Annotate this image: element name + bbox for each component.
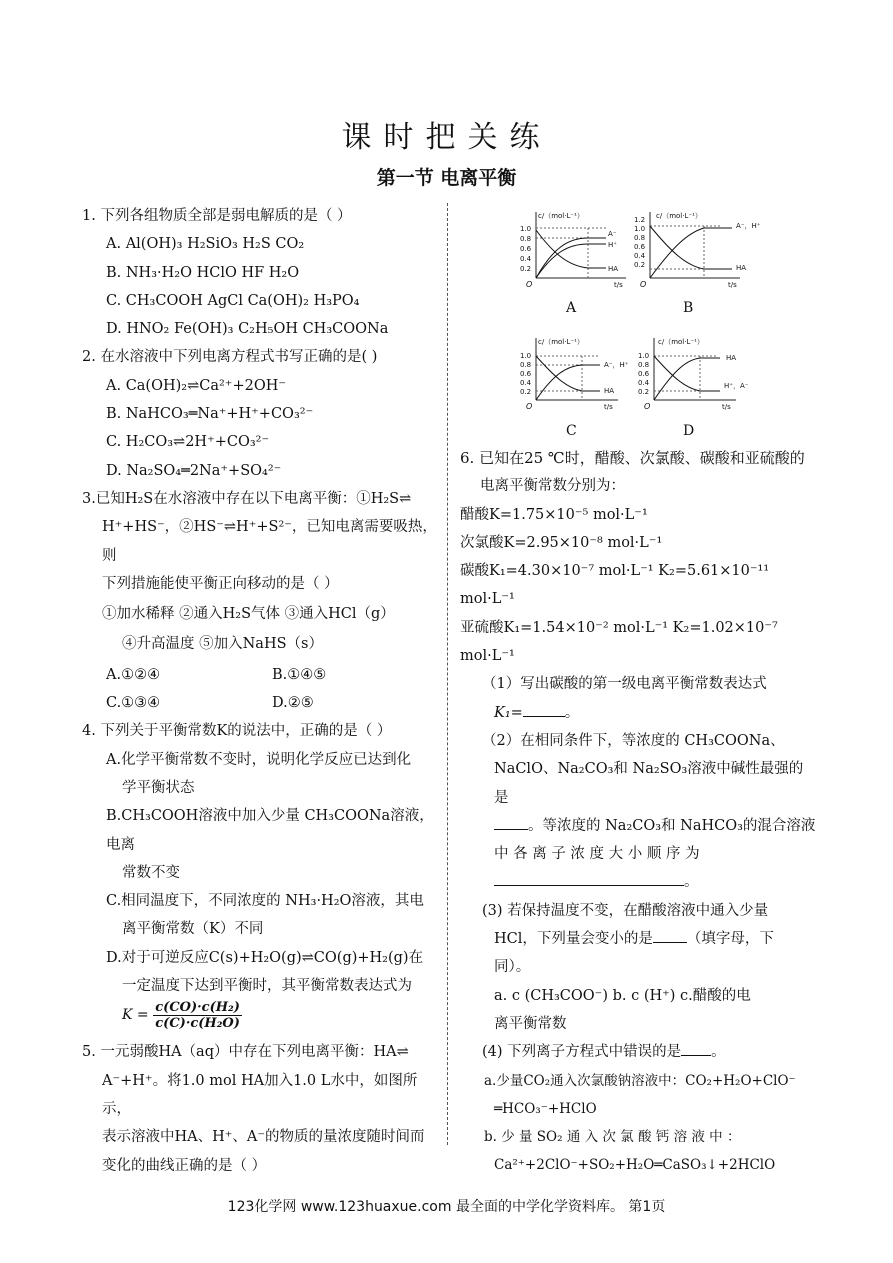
q4-formula-lhs: K =: [122, 1007, 149, 1024]
q6-part3-b2: （填字母，下: [686, 931, 774, 948]
chart-b: [632, 208, 772, 288]
q5-line-1: 5. 一元弱酸HA（aq）中存在下列电离平衡：HA⇌: [82, 1044, 409, 1061]
chart-a-tick-4: 0.4: [520, 255, 532, 263]
chart-c-series-2: HA: [604, 387, 615, 395]
q6-part1-blank[interactable]: [523, 716, 565, 717]
q6-part3-b-line: [460, 925, 816, 953]
chart-c-xlabel: t/s: [604, 403, 613, 410]
chart-b-tick-1: 1.2: [634, 216, 646, 224]
q6-k-carbonic-unit: mol·L⁻¹: [460, 591, 515, 608]
q6-part3-e: 离平衡常数: [494, 1015, 567, 1032]
q3-option-d: D.②⑤: [272, 695, 314, 712]
chart-c-origin: O: [526, 402, 533, 410]
q6-part1-answer-line: [460, 699, 816, 727]
q4-option-c: C.相同温度下，不同浓度的 NH₃·H₂O溶液，其电: [106, 893, 424, 910]
chart-c-tick-1: 1.0: [520, 352, 532, 360]
chart-a-series-1: A⁻: [608, 230, 617, 238]
q1-option-b: B. NH₃·H₂O HClO HF H₂O: [106, 264, 300, 281]
chart-c-tick-5: 0.2: [520, 388, 532, 396]
q6-k-sulfurous: 亚硫酸K₁=1.54×10⁻² mol·L⁻¹ K₂=1.02×10⁻⁷: [460, 619, 778, 636]
q3-line-1: 3.已知H₂S在水溶液中存在以下电离平衡：①H₂S⇌: [82, 490, 412, 507]
chart-b-series-2: HA: [736, 264, 747, 272]
q4-option-a: A.化学平衡常数不变时，说明化学反应已达到化: [106, 751, 412, 768]
q4-option-b-cont: 常数不变: [122, 864, 180, 881]
chart-a-series-3: HA: [608, 265, 619, 273]
q6-intro-2: 电离平衡常数分别为：: [480, 478, 625, 495]
chart-d-label: D: [683, 423, 695, 439]
chart-a-tick-5: 0.2: [520, 265, 532, 273]
q3-option-c: C.①③④: [106, 695, 161, 712]
q1-option-c: C. CH₃COOH AgCl Ca(OH)₂ H₃PO₄: [106, 292, 360, 309]
chart-b-tick-3: 0.8: [634, 234, 646, 242]
chart-b-series-1: A⁻，H⁺: [736, 222, 761, 230]
q6-intro-1: 6. 已知在25 ℃时，醋酸、次氯酸、碳酸和亚硫酸的: [460, 449, 805, 467]
q6-part2-c-line: [460, 812, 816, 840]
q6-part1-end: 。: [564, 704, 580, 721]
q4-option-d: D.对于可逆反应C(s)+H₂O(g)⇌CO(g)+H₂(g)在: [106, 949, 424, 966]
q6-part4-d: b. 少 量 SO₂ 通 入 次 氯 酸 钙 溶 液 中 ：: [484, 1129, 741, 1146]
q2-option-d: D. Na₂SO₄═2Na⁺+SO₄²⁻: [106, 462, 282, 479]
q6-part2-b: NaClO、Na₂CO₃和 Na₂SO₃溶液中碱性最强的是: [494, 761, 804, 806]
q2-option-b: B. NaHCO₃═Na⁺+H⁺+CO₃²⁻: [106, 406, 314, 423]
q6-part2-blank-1[interactable]: [494, 829, 528, 830]
q1-option-d: D. HNO₂ Fe(OH)₃ C₂H₅OH CH₃COONa: [106, 321, 389, 338]
chart-d-series-2: H⁺，A⁻: [724, 382, 749, 390]
q5-line-2: A⁻+H⁺。将1.0 mol HA加入1.0 L水中，如图所示，: [102, 1072, 418, 1117]
q4-option-d-cont: 一定温度下达到平衡时，其平衡常数表达式为: [122, 978, 412, 995]
chart-d: [636, 330, 766, 410]
q1-option-a: A. Al(OH)₃ H₂SiO₃ H₂S CO₂: [106, 236, 305, 253]
chart-c-tick-3: 0.6: [520, 370, 532, 378]
q4-formula-numerator: c(CO)·c(H₂): [155, 1000, 240, 1016]
chart-a-series-2: H⁺: [608, 241, 617, 249]
chart-d-curve-ha: [654, 358, 720, 400]
q6-part4-c: ═HCO₃⁻+HClO: [494, 1100, 597, 1117]
q6-part2-a: （2）在相同条件下，等浓度的 CH₃COONa、: [482, 732, 785, 749]
chart-b-curve-a-h: [650, 228, 732, 278]
q6-k-sulfurous-unit: mol·L⁻¹: [460, 648, 515, 665]
chart-b-tick-5: 0.4: [634, 252, 646, 260]
q3-option-a: A.①②④: [106, 666, 161, 683]
chart-c-curve-ha: [536, 356, 600, 391]
q6-part2-blank-2[interactable]: [494, 885, 684, 886]
q6-part2-d: 中 各 离 子 浓 度 大 小 顺 序 为: [494, 846, 700, 863]
q6-part4-e: Ca²⁺+2ClO⁻+SO₂+H₂O═CaSO₃↓+2HClO: [494, 1157, 776, 1174]
q4-formula: [82, 1000, 438, 1034]
q4-option-b: B.CH₃COOH溶液中加入少量 CH₃COONa溶液，电离: [106, 808, 434, 853]
chart-a-ylabel: c/（mol·L⁻¹）: [538, 212, 584, 220]
chart-d-tick-3: 0.6: [638, 370, 650, 378]
chart-b-origin: O: [640, 280, 647, 288]
chart-a-tick-2: 0.8: [520, 235, 532, 243]
q2-stem: 2. 在水溶液中下列电离方程式书写正确的是( ): [82, 349, 378, 366]
chart-a-origin: O: [526, 280, 533, 288]
left-column: [82, 202, 438, 1180]
q2-option-c: C. H₂CO₃⇌2H⁺+CO₃²⁻: [106, 434, 270, 451]
q6-part4-a-line: [460, 1038, 816, 1066]
chart-b-ylabel: c/（mol·L⁻¹）: [656, 212, 702, 220]
q3-option-b: B.①④⑤: [272, 666, 327, 683]
chart-d-tick-1: 1.0: [638, 352, 650, 360]
chart-b-tick-4: 0.6: [634, 243, 646, 251]
q3-line-3: 下列措施能使平衡正向移动的是（ ）: [102, 575, 339, 592]
chart-b-label: B: [683, 300, 694, 316]
q6-k-hypochlorous: 次氯酸K=2.95×10⁻⁸ mol·L⁻¹: [460, 534, 663, 551]
chart-c-label: C: [566, 423, 577, 439]
q6-part4-a: (4) 下列离子方程式中错误的是: [482, 1044, 682, 1061]
q6-part3-b: HCl，下列量会变小的是: [494, 931, 653, 948]
chart-b-tick-2: 1.0: [634, 225, 646, 233]
chart-a-tick-3: 0.6: [520, 245, 532, 253]
q6-part3-c: 同）。: [494, 959, 531, 976]
q4-option-c-cont: 离平衡常数（K）不同: [122, 921, 264, 938]
q2-option-a: A. Ca(OH)₂⇌Ca²⁺+2OH⁻: [106, 377, 287, 394]
q6-k-carbonic: 碳酸K₁=4.30×10⁻⁷ mol·L⁻¹ K₂=5.61×10⁻¹¹: [460, 563, 770, 580]
chart-c-series-1: A⁻，H⁺: [604, 361, 629, 369]
q4-option-a-cont: 学平衡状态: [122, 779, 195, 796]
q6-part3-d: a. c (CH₃COO⁻) b. c (H⁺) c.醋酸的电: [494, 987, 751, 1004]
q6-part1-k1: K₁=: [494, 704, 523, 721]
q6-part4-b: a.少量CO₂通入次氯酸钠溶液中：CO₂+H₂O+ClO⁻: [484, 1072, 796, 1089]
chart-d-tick-5: 0.2: [638, 388, 650, 396]
chart-b-tick-6: 0.2: [634, 261, 646, 269]
chart-a-xlabel: t/s: [614, 281, 623, 288]
chart-a: [518, 208, 630, 288]
q6-part2-e: 。: [684, 874, 699, 891]
chart-c-tick-2: 0.8: [520, 361, 532, 369]
q1-stem: 1. 下列各组物质全部是弱电解质的是（ ）: [82, 208, 352, 224]
right-column: [460, 444, 816, 1180]
q6-part1-a: （1）写出碳酸的第一级电离平衡常数表达式: [482, 676, 767, 693]
chart-c-tick-4: 0.4: [520, 379, 532, 387]
q3-measures-2: ④升高温度 ⑤加入NaHS（s）: [122, 636, 323, 653]
q6-part4-a2: 。: [711, 1044, 726, 1061]
chart-d-tick-4: 0.4: [638, 379, 650, 387]
q6-part3-a: (3) 若保持温度不变，在醋酸溶液中通入少量: [482, 902, 769, 919]
q6-k-acetic: 醋酸K=1.75×10⁻⁵ mol·L⁻¹: [460, 506, 648, 523]
q5-line-3: 表示溶液中HA、H⁺、A⁻的物质的量浓度随时间而: [102, 1129, 425, 1146]
q4-formula-denominator: c(C)·c(H₂O): [155, 1016, 240, 1032]
q6-part2-c: 。等浓度的 Na₂CO₃和 NaHCO₃的混合溶液: [528, 817, 816, 834]
section-title: 第一节 电离平衡: [376, 167, 517, 189]
chart-d-xlabel: t/s: [722, 403, 731, 410]
q3-line-2: H⁺+HS⁻，②HS⁻⇌H⁺+S²⁻，已知电离需要吸热，则: [102, 519, 437, 564]
q6-part4-blank[interactable]: [681, 1055, 711, 1056]
q4-formula-fraction: [153, 1000, 242, 1031]
chart-d-ylabel: c/（mol·L⁻¹）: [658, 338, 704, 346]
chart-a-label: A: [566, 300, 577, 316]
q4-stem: 4. 下列关于平衡常数K的说法中，正确的是（ ）: [82, 723, 392, 740]
q5-line-4: 变化的曲线正确的是（ ）: [102, 1157, 267, 1174]
column-divider: [447, 203, 448, 1145]
q6-part2-e-line: [460, 868, 816, 896]
chart-d-series-1: HA: [726, 354, 737, 362]
q3-options-row-2: [82, 689, 438, 717]
chart-c-ylabel: c/（mol·L⁻¹）: [538, 338, 584, 346]
q3-measures-1: ①加水稀释 ②通入H₂S气体 ③通入HCl（g）: [102, 606, 395, 623]
chart-d-origin: O: [644, 402, 651, 410]
q3-options-row-1: [82, 661, 438, 689]
page-title: 课时把关练: [341, 120, 552, 155]
chart-a-tick-1: 1.0: [520, 225, 532, 233]
page-footer: 123化学网 www.123huaxue.com 最全面的中学化学资料库。 第1页: [227, 1199, 666, 1215]
chart-d-tick-2: 0.8: [638, 361, 650, 369]
chart-b-xlabel: t/s: [728, 281, 737, 288]
chart-c: [518, 330, 643, 410]
q6-part3-blank[interactable]: [653, 942, 687, 943]
chart-c-curve-a-h: [536, 365, 600, 400]
